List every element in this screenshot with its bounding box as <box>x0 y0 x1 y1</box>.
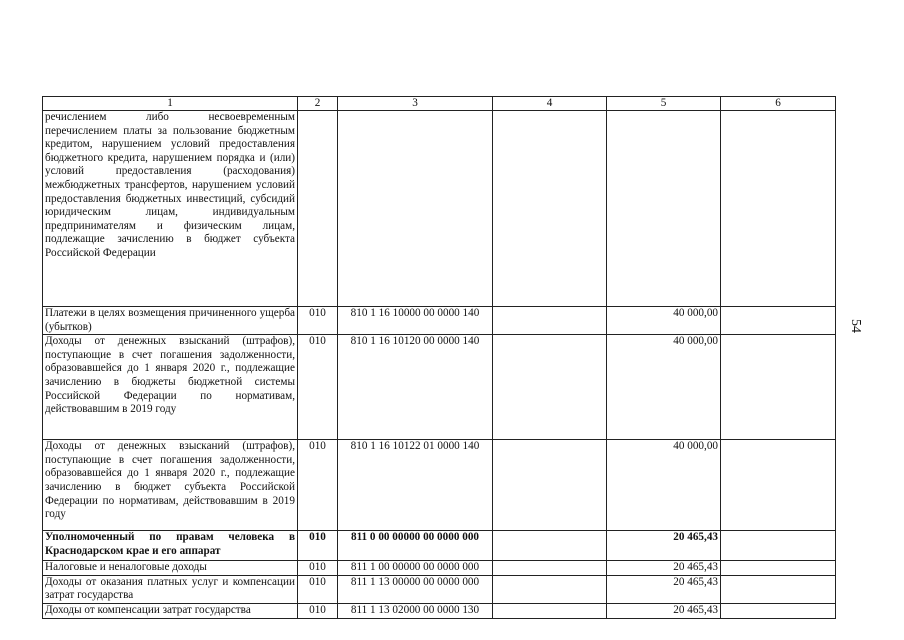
col4-cell <box>493 335 607 440</box>
col6-cell <box>721 561 836 576</box>
description-cell: Доходы от оказания платных услуг и компенсации затрат государства <box>43 575 298 603</box>
kbk-cell: 811 1 13 02000 00 0000 130 <box>338 603 493 618</box>
description-cell: речислением либо несвоевременным перечислением платы за пользование бюджетным кредитом, нарушением условий предоставления бюджетного кредита, нарушением порядка и (или) условий предоставления (расходования) межбюджетных трансфертов, нарушением условий предоставления бюджетных инвестиций, субсидий юридическим лицам, индивидуальным предпринимателям и физическим лицам, подлежащие зачислению в бюджет субъекта Российской Федерации <box>43 111 298 307</box>
code-cell <box>298 111 338 307</box>
table-row <box>43 335 836 440</box>
kbk-cell: 811 1 13 00000 00 0000 000 <box>338 575 493 603</box>
description-cell: Доходы от компенсации затрат государства <box>43 603 298 618</box>
col6-cell <box>721 111 836 307</box>
col6-cell <box>721 307 836 335</box>
col4-cell <box>493 575 607 603</box>
header-cell-5: 5 <box>607 97 721 111</box>
code-cell: 010 <box>298 335 338 440</box>
amount-cell: 40 000,00 <box>607 307 721 335</box>
col4-cell <box>493 603 607 618</box>
col6-cell <box>721 603 836 618</box>
kbk-cell: 811 0 00 00000 00 0000 000 <box>338 531 493 561</box>
col4-cell <box>493 440 607 531</box>
description-cell: Платежи в целях возмещения причиненного ущерба (убытков) <box>43 307 298 335</box>
amount-cell: 40 000,00 <box>607 440 721 531</box>
description-cell: Доходы от денежных взысканий (штрафов), поступающие в счет погашения задолженности, образовавшейся до 1 января 2020 г., подлежащие зачислению в бюджеты бюджетной системы Российской Федерации по нормативам, действовавшим в 2019 году <box>43 335 298 440</box>
description-cell: Налоговые и неналоговые доходы <box>43 561 298 576</box>
header-cell-3: 3 <box>338 97 493 111</box>
kbk-cell: 810 1 16 10000 00 0000 140 <box>338 307 493 335</box>
kbk-cell: 811 1 00 00000 00 0000 000 <box>338 561 493 576</box>
description-cell: Уполномоченный по правам человека в Краснодарском крае и его аппарат <box>43 531 298 561</box>
header-cell-1: 1 <box>43 97 298 111</box>
amount-cell: 20 465,43 <box>607 575 721 603</box>
amount-cell: 40 000,00 <box>607 335 721 440</box>
col4-cell <box>493 111 607 307</box>
code-cell: 010 <box>298 307 338 335</box>
amount-cell <box>607 111 721 307</box>
table-row <box>43 603 836 618</box>
kbk-cell <box>338 111 493 307</box>
code-cell: 010 <box>298 603 338 618</box>
code-cell: 010 <box>298 575 338 603</box>
amount-cell: 20 465,43 <box>607 561 721 576</box>
kbk-cell: 810 1 16 10120 00 0000 140 <box>338 335 493 440</box>
header-row <box>43 97 836 111</box>
table-row <box>43 575 836 603</box>
kbk-cell: 810 1 16 10122 01 0000 140 <box>338 440 493 531</box>
code-cell: 010 <box>298 531 338 561</box>
header-cell-2: 2 <box>298 97 338 111</box>
table-row <box>43 307 836 335</box>
table-row <box>43 531 836 561</box>
code-cell: 010 <box>298 561 338 576</box>
col4-cell <box>493 561 607 576</box>
budget-table <box>42 96 836 619</box>
description-cell: Доходы от денежных взысканий (штрафов), поступающие в счет погашения задолженности, образовавшейся до 1 января 2020 г., подлежащие зачислению в бюджет субъекта Российской Федерации по нормативам, действовавшим в 2019 году <box>43 440 298 531</box>
col6-cell <box>721 440 836 531</box>
table-row <box>43 111 836 307</box>
code-cell: 010 <box>298 440 338 531</box>
header-cell-4: 4 <box>493 97 607 111</box>
col6-cell <box>721 575 836 603</box>
header-cell-6: 6 <box>721 97 836 111</box>
amount-cell: 20 465,43 <box>607 603 721 618</box>
page-number: 54 <box>848 319 863 333</box>
table-row <box>43 440 836 531</box>
amount-cell: 20 465,43 <box>607 531 721 561</box>
col6-cell <box>721 531 836 561</box>
col4-cell <box>493 307 607 335</box>
col6-cell <box>721 335 836 440</box>
table-row <box>43 561 836 576</box>
col4-cell <box>493 531 607 561</box>
